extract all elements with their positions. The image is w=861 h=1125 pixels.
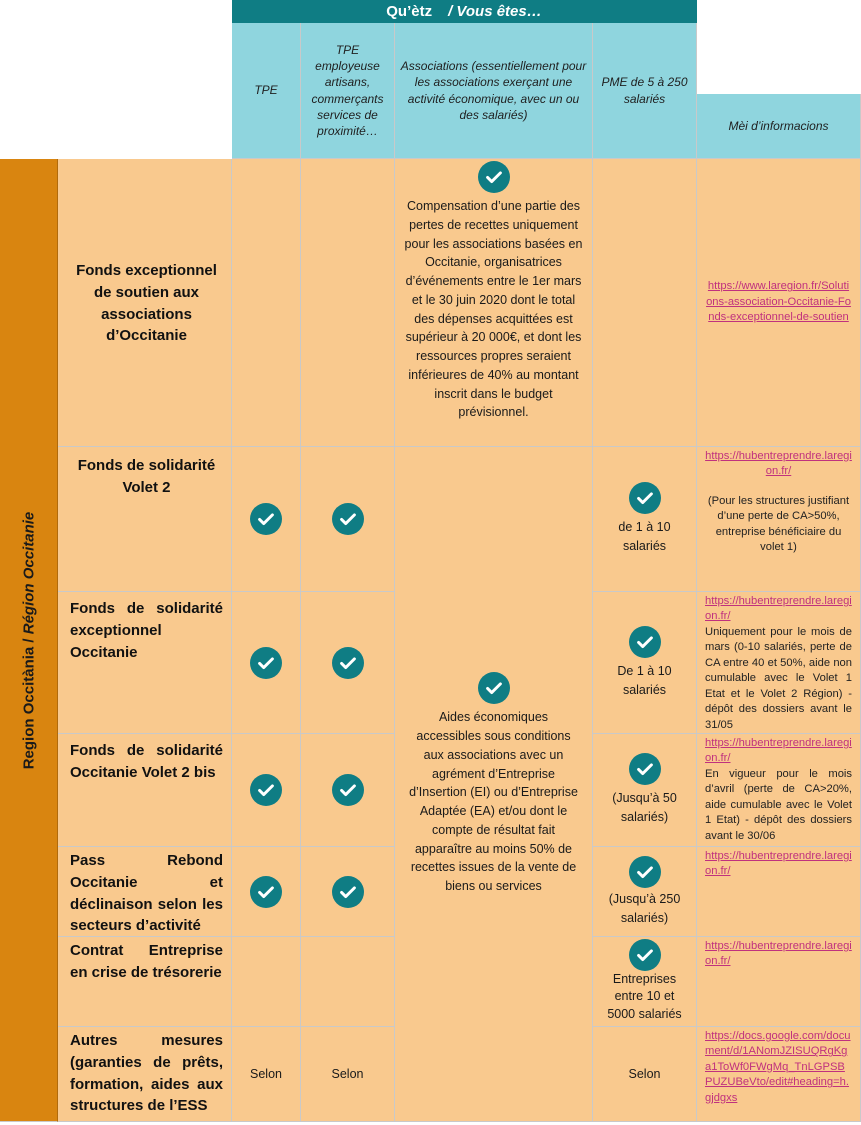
col-header-tpe: [232, 23, 301, 159]
cell-tpe-r4: [232, 734, 301, 847]
pme-r2-text: de 1 à 10 salariés: [618, 520, 671, 553]
cell-empty: [232, 159, 301, 447]
row-label-text: Autres mesures (garanties de prêts, formation, aides aux structures de l’ESS: [70, 1032, 223, 1115]
row-label-text: Fonds exceptionnel de soutien aux associations d’Occitanie: [76, 262, 217, 345]
info-link-r2[interactable]: https://hubentreprendre.laregion.fr/: [705, 450, 852, 478]
col-header-info-text: Mèi d’informacions: [728, 118, 829, 133]
selon-text: Selon: [628, 1066, 661, 1081]
check-circle-icon: [332, 876, 364, 908]
cell-tpe-r7: [232, 1027, 301, 1122]
row-label-text: Pass Rebond Occitanie et déclinaison selon les secteurs d’activité: [70, 852, 223, 935]
col-header-associations-text: Associations (essentiellement pour les associations exerçant une activité économique, avec un ou des salariés): [400, 59, 587, 122]
cell-pme-r3: [593, 592, 697, 734]
check-circle-icon: [478, 672, 510, 704]
info-r7: [697, 1027, 861, 1122]
cell-tpe-r3: [232, 592, 301, 734]
info-r6: [697, 937, 861, 1027]
region-label-french: Région Occitanie: [20, 511, 37, 634]
info-r4: [697, 734, 861, 847]
check-circle-icon: [332, 647, 364, 679]
col-header-info: [697, 94, 861, 159]
header-subtitle: / Vous êtes…: [448, 2, 542, 20]
check-circle-icon: [250, 503, 282, 535]
info-note-r2: (Pour les structures justifiant d’une perte de CA>50%, entreprise bénéficiaire du volet 1): [707, 494, 850, 554]
col-header-tpe-text: TPE: [254, 83, 278, 98]
col-header-pme: [593, 23, 697, 159]
check-circle-icon: [629, 939, 661, 971]
cell-pme-r6: [593, 937, 697, 1027]
pme-r4-text: (Jusqu’à 50 salariés): [612, 791, 677, 824]
row-label-text: Fonds de solidarité Volet 2: [77, 457, 216, 496]
blank-corner: [0, 0, 232, 94]
check-circle-icon: [629, 856, 661, 888]
info-link-r3[interactable]: https://hubentreprendre.laregion.fr/: [705, 595, 852, 623]
info-note-r3: Uniquement pour le mois de mars (0-10 salariés, perte de CA entre 40 et 50%, aide non cumulable avec le Volet 1 Etat et le Volet 2 Région) - dépôt des dossiers avant le 31/05: [705, 625, 852, 731]
cell-empty: [301, 159, 395, 447]
info-r5: [697, 847, 861, 937]
check-circle-icon: [629, 753, 661, 785]
check-circle-icon: [250, 876, 282, 908]
cell-pme-r7: [593, 1027, 697, 1122]
selon-text: Selon: [250, 1066, 282, 1081]
header-title: [232, 0, 697, 23]
info-note-r4: En vigueur pour le mois d’avril (perte de CA>20%, aide cumulable avec le Volet 1 Etat) - dépôt des dossiers avant le 30/06: [705, 767, 852, 842]
row-label-text: Contrat Entreprise en crise de trésorerie: [70, 942, 223, 981]
info-link-r6[interactable]: https://hubentreprendre.laregion.fr/: [705, 940, 852, 968]
cell-assoc-r1: [395, 159, 593, 447]
cell-assoc-merged: [395, 447, 593, 1122]
check-circle-icon: [629, 626, 661, 658]
row-label-contrat-entreprise: [58, 937, 232, 1027]
info-link-r7[interactable]: https://docs.google.com/document/d/1ANomJZISUQRgKga1ToWf0FWgMq_TnLGPSBPUZUBeVto/edit#heading=h.gjdgxs: [705, 1030, 851, 1104]
region-label-occitan: Region Occitània /: [20, 633, 37, 769]
col-header-employeuse-text: TPE employeuse artisans, commerçants services de proximité…: [311, 42, 384, 138]
check-circle-icon: [332, 774, 364, 806]
row-label-volet2: [58, 447, 232, 592]
info-r1: [697, 159, 861, 447]
pme-r5-text: (Jusqu’à 250 salariés): [608, 891, 681, 925]
cell-pme-r5: [593, 847, 697, 937]
info-link-r4[interactable]: https://hubentreprendre.laregion.fr/: [705, 737, 852, 765]
blank-left: [0, 94, 232, 159]
selon-text: Selon: [331, 1066, 364, 1081]
check-circle-icon: [629, 482, 661, 514]
check-circle-icon: [332, 503, 364, 535]
row-label-autres-mesures: [58, 1027, 232, 1122]
row-label-fonds-exceptionnel-occitanie: [58, 592, 232, 734]
col-header-employeuse: [301, 23, 395, 159]
cell-empty: [232, 937, 301, 1027]
pme-r3-text: De 1 à 10 salariés: [617, 663, 672, 697]
region-side-label: [0, 159, 58, 1122]
check-circle-icon: [478, 161, 510, 193]
cell-employeuse-r7: [301, 1027, 395, 1122]
check-circle-icon: [250, 774, 282, 806]
row-label-text: Fonds de solidarité exceptionnel Occitanie: [70, 600, 223, 661]
cell-employeuse-r2: [301, 447, 395, 592]
check-circle-icon: [250, 647, 282, 679]
row-label-text: Fonds de solidarité Occitanie Volet 2 bis: [70, 742, 223, 781]
blank-top-right: [697, 0, 861, 94]
row-label-pass-rebond: [58, 847, 232, 937]
assoc-r1-text: Compensation d’une partie des pertes de recettes uniquement pour les associations basées en Occitanie, organisatrices d’événements entre le 1er mars et le 30 juin 2020 dont le total des dépenses acquittées est supérieur à 20 000€, et dont les ressources propres seraient inférieures de 40% au montant inscrit dans le budget prévisionnel.: [404, 199, 583, 420]
col-header-pme-text: PME de 5 à 250 salariés: [601, 75, 688, 106]
pme-r6-text: Entreprises entre 10 et 5000 salariés: [607, 972, 682, 1021]
cell-employeuse-r3: [301, 592, 395, 734]
cell-pme-r4: [593, 734, 697, 847]
info-link-r5[interactable]: https://hubentreprendre.laregion.fr/: [705, 850, 852, 878]
cell-tpe-r5: [232, 847, 301, 937]
col-header-associations: [395, 23, 593, 159]
row-label-fonds-exceptionnel: [58, 159, 232, 447]
header-title-text: Qu’ètz: [386, 2, 433, 20]
cell-empty: [301, 937, 395, 1027]
cell-employeuse-r4: [301, 734, 395, 847]
info-r3: [697, 592, 861, 734]
assoc-merged-text: Aides économiques accessibles sous conditions aux associations avec un agrément d’Entreprise d’Insertion (EI) ou d’Entreprise Adaptée (EA) et/ou dont le compte de résultat fait apparaître au moins 50% de recettes issues de la vente de biens ou services: [409, 710, 578, 893]
row-label-volet2bis: [58, 734, 232, 847]
cell-pme-r2: [593, 447, 697, 592]
info-link-r1[interactable]: https://www.laregion.fr/Solutions-association-Occitanie-Fonds-exceptionnel-de-soutien: [706, 280, 851, 324]
cell-tpe-r2: [232, 447, 301, 592]
info-r2: [697, 447, 861, 592]
cell-employeuse-r5: [301, 847, 395, 937]
cell-empty: [593, 159, 697, 447]
